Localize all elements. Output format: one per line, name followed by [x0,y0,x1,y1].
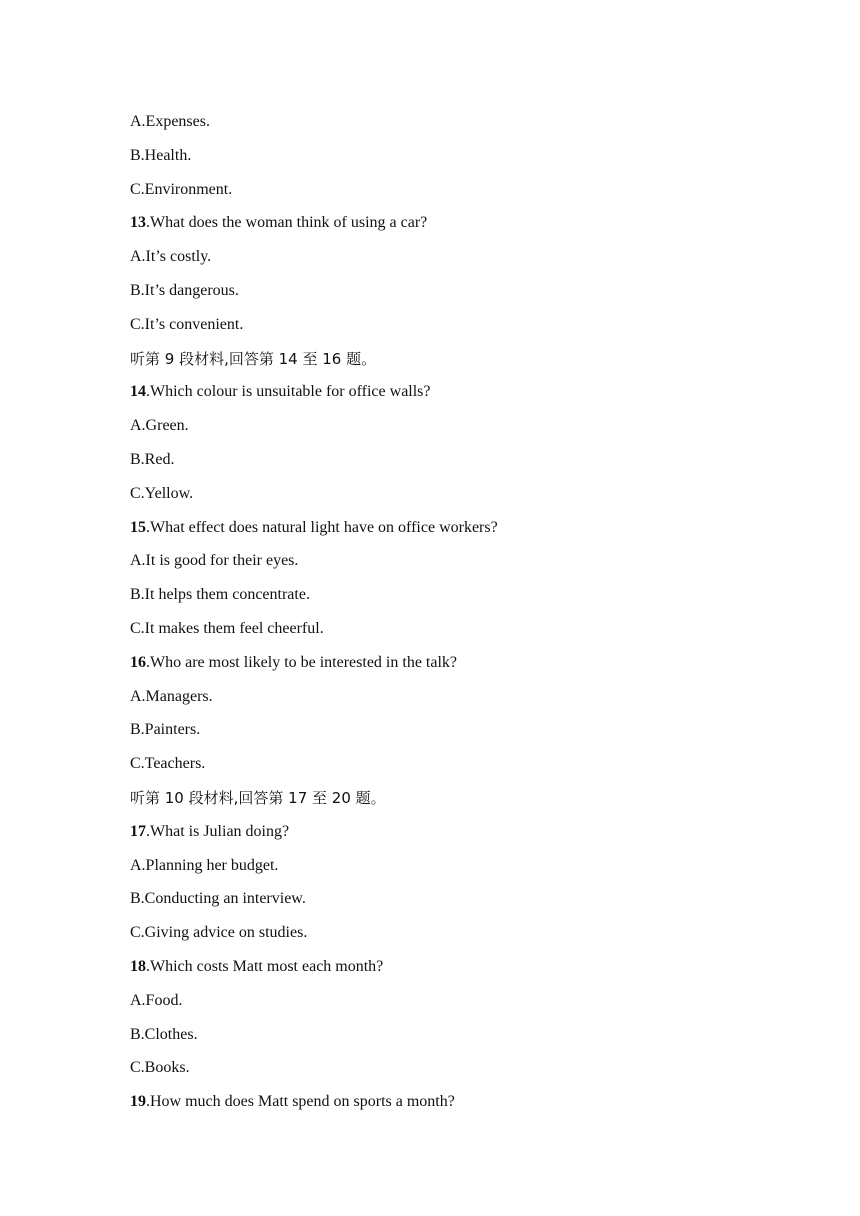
option-17a: A.Planning her budget. [130,856,279,874]
option-12c: C.Environment. [130,180,233,198]
question-14 [130,382,770,416]
question-text: .What does the woman think of using a car? [146,214,428,232]
question-text: .Who are most likely to be interested in the talk? [146,653,458,671]
question-18 [130,957,770,991]
option-18c: C.Books. [130,1059,190,1077]
option-14b: B.Red. [130,450,175,468]
question-number: 13 [130,214,146,232]
question-number: 18 [130,957,146,975]
section-heading-9: 听第 9 段材料,回答第 14 至 16 题。 [130,349,377,368]
question-text: .What is Julian doing? [146,822,290,840]
section-heading-10: 听第 10 段材料,回答第 17 至 20 题。 [130,788,386,807]
option-17b: B.Conducting an interview. [130,890,306,908]
option-18b: B.Clothes. [130,1025,198,1043]
option-13a: A.It’s costly. [130,248,212,266]
option-13b: B.It’s dangerous. [130,281,239,299]
option-16a: A.Managers. [130,687,213,705]
option-14c: C.Yellow. [130,484,194,502]
option-16c: C.Teachers. [130,755,206,773]
option-12b: B.Health. [130,146,192,164]
question-17 [130,822,770,856]
question-number: 19 [130,1093,146,1111]
question-number: 16 [130,653,146,671]
question-text: .What effect does natural light have on office workers? [146,518,498,536]
option-14a: A.Green. [130,417,189,435]
option-17c: C.Giving advice on studies. [130,924,308,942]
option-15b: B.It helps them concentrate. [130,586,310,604]
option-13c: C.It’s convenient. [130,315,244,333]
question-13 [130,213,770,247]
question-text: .Which costs Matt most each month? [146,957,384,975]
question-15 [130,518,770,552]
question-text: .Which colour is unsuitable for office walls? [146,383,431,401]
option-18a: A.Food. [130,991,183,1009]
question-number: 17 [130,822,146,840]
question-number: 15 [130,518,146,536]
question-list [130,112,770,1126]
question-number: 14 [130,383,146,401]
question-19 [130,1092,770,1126]
option-15c: C.It makes them feel cheerful. [130,619,324,637]
option-15a: A.It is good for their eyes. [130,552,299,570]
option-16b: B.Painters. [130,721,201,739]
question-16 [130,653,770,687]
option-12a: A.Expenses. [130,113,210,130]
question-text: .How much does Matt spend on sports a month? [146,1093,455,1111]
